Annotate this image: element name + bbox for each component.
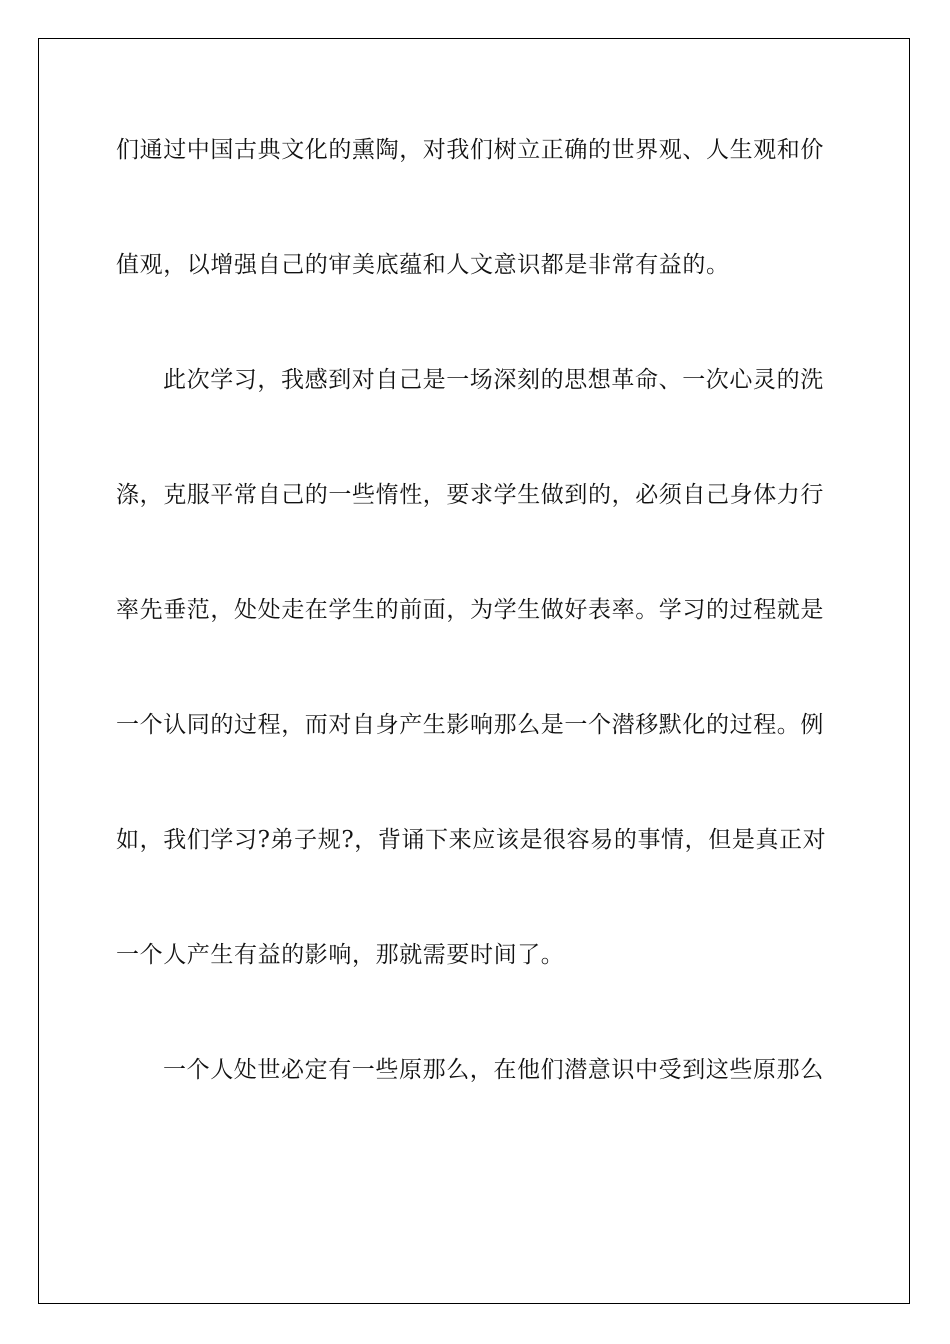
text-line-3: 此次学习，我感到对自己是一场深刻的思想革命、一次心灵的洗 [163,367,824,393]
text-line-4: 涤，克服平常自己的一些惰性，要求学生做到的，必须自己身体力行 [116,482,824,508]
page-border [38,38,910,1304]
text-line-8: 一个人产生有益的影响，那就需要时间了。 [116,942,565,968]
text-line-2: 值观，以增强自己的审美底蕴和人文意识都是非常有益的。 [116,252,730,278]
text-line-1: 们通过中国古典文化的熏陶，对我们树立正确的世界观、人生观和价 [116,137,824,163]
text-line-7: 如，我们学习?弟子规?，背诵下来应该是很容易的事情，但是真正对 [116,827,827,853]
text-line-9: 一个人处世必定有一些原那么，在他们潜意识中受到这些原那么 [163,1057,824,1083]
text-line-5: 率先垂范，处处走在学生的前面，为学生做好表率。学习的过程就是 [116,597,824,623]
text-line-6: 一个认同的过程，而对自身产生影响那么是一个潜移默化的过程。例 [116,712,824,738]
